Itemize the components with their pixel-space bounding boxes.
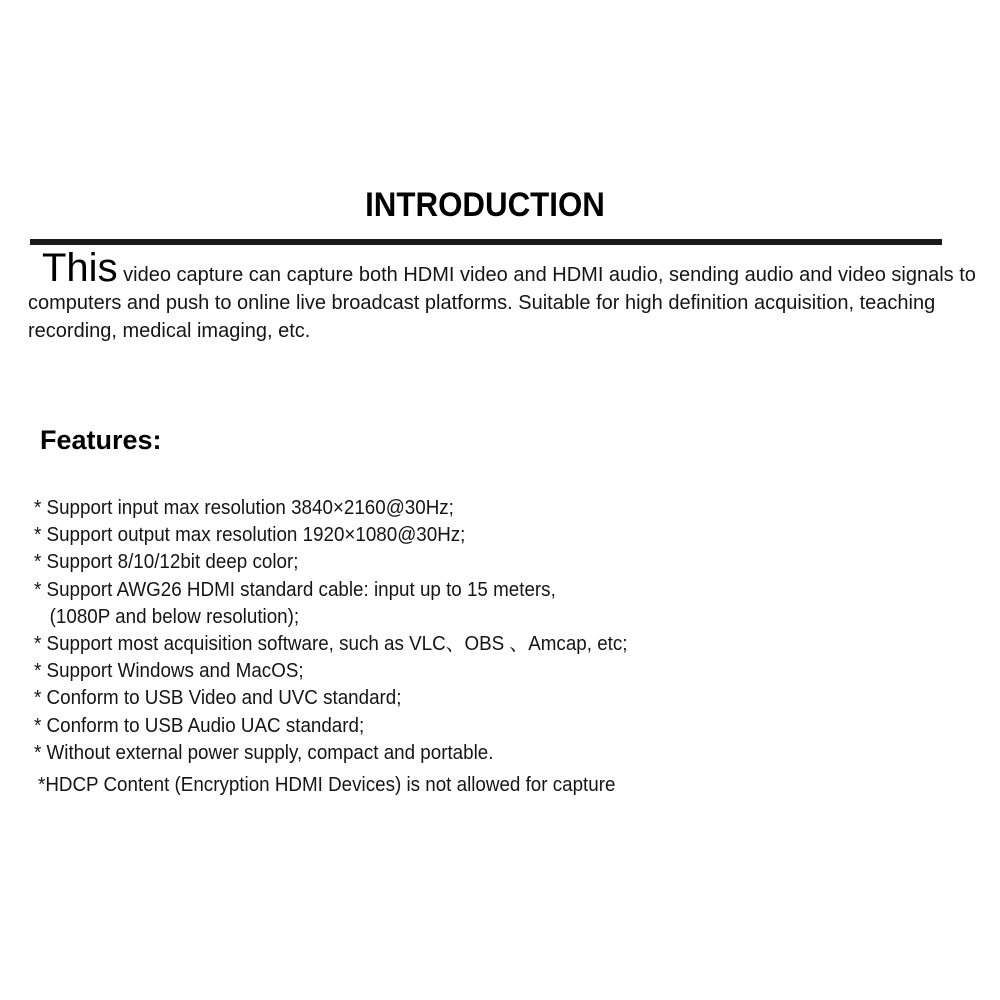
intro-text: video capture can capture both HDMI video and HDMI audio, sending audio and video signals to computers and push to online live broadcast platforms. Suitable for high definition acquisition, teaching recording, medical imaging, etc. bbox=[28, 264, 976, 342]
intro-lead-word: This bbox=[42, 246, 118, 290]
feature-item: * Conform to USB Audio UAC standard; bbox=[34, 714, 365, 737]
features-heading: Features: bbox=[40, 425, 162, 455]
feature-item-continuation: (1080P and below resolution); bbox=[34, 605, 300, 628]
features-list bbox=[34, 495, 974, 767]
feature-item: * Without external power supply, compact and portable. bbox=[34, 741, 494, 764]
feature-item: * Support most acquisition software, such as VLC、OBS 、Amcap, etc; bbox=[34, 633, 628, 656]
feature-item: * Conform to USB Video and UVC standard; bbox=[34, 687, 402, 710]
feature-item: * Support input max resolution 3840×2160@30Hz; bbox=[34, 497, 454, 519]
page-title: INTRODUCTION bbox=[365, 186, 605, 224]
intro-paragraph bbox=[28, 246, 988, 345]
hdcp-note: *HDCP Content (Encryption HDMI Devices) is not allowed for capture bbox=[38, 774, 616, 796]
feature-item: * Support AWG26 HDMI standard cable: input up to 15 meters, bbox=[34, 578, 556, 601]
feature-item: * Support output max resolution 1920×1080@30Hz; bbox=[34, 524, 466, 547]
feature-item: * Support Windows and MacOS; bbox=[34, 660, 304, 683]
feature-item: * Support 8/10/12bit deep color; bbox=[34, 551, 299, 574]
title-divider bbox=[30, 239, 942, 245]
